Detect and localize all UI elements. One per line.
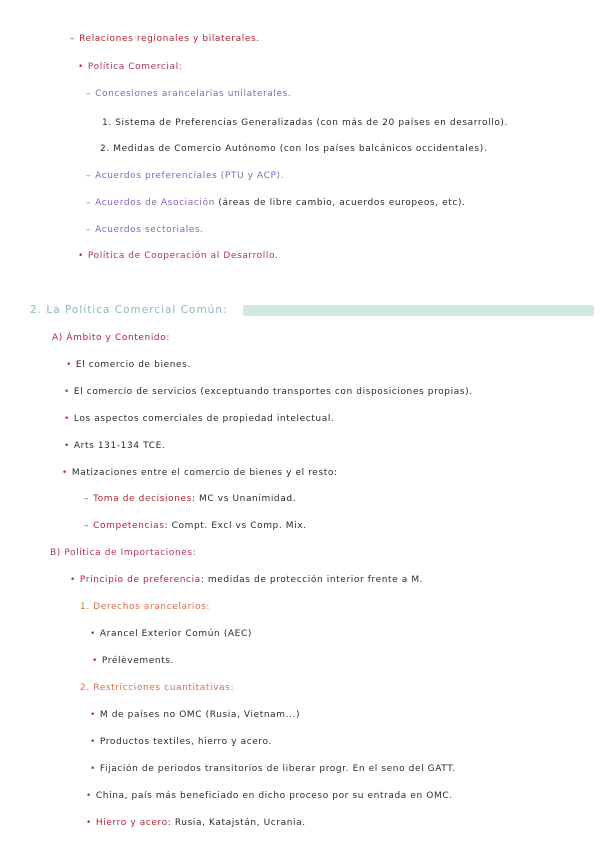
dash-marker: – [70,34,76,44]
dash-marker: – [86,198,92,208]
dash-marker: – [86,171,92,181]
a-item [64,413,334,425]
item-spg: 1. Sistema de Preferencias Generalizadas (con más de 20 países en desarrollo). [102,118,509,128]
r-item [86,790,453,802]
item-concesiones [86,88,291,100]
item-relaciones-text: Relaciones regionales y bilaterales. [79,34,260,44]
comp-rest: : Compt. Excl vs Comp. Mix. [164,521,307,531]
bullet-marker: • [64,387,70,397]
item-acuerdos-sect-text: Acuerdos sectoriales. [95,225,204,235]
item-politica-comercial-text: Política Comercial: [87,62,183,72]
a-item [64,440,165,452]
bullet-marker: • [92,656,98,666]
r-item [90,709,300,721]
a-item-text: El comercio de bienes. [75,360,191,370]
r-item-text: M de países no OMC (Rusia, Vietnam...) [99,710,301,720]
item-aec-text: Arancel Exterior Común (AEC) [99,629,252,639]
item-toma-decisiones [84,493,296,505]
item-mca: 2. Medidas de Comercio Autónomo (con los países balcánicos occidentales). [100,144,488,154]
item-acuerdos-pref-text: Acuerdos preferenciales (PTU y ACP). [95,171,285,181]
r-item-text: Productos textiles, hierro y acero. [99,737,272,747]
title-highlight [243,305,594,316]
bullet-marker: • [90,629,96,639]
dash-marker: – [86,89,92,99]
a-item-text: Los aspectos comerciales de propiedad intelectual. [73,414,335,424]
bullet-marker: • [86,818,92,828]
item-hierro-acero [86,817,306,829]
item-competencias [84,520,307,532]
r-item-text: Fijación de periodos transitorios de liberar progr. En el seno del GATT. [99,764,456,774]
bullet-marker: • [90,764,96,774]
a-item [62,467,338,479]
comp-label: Competencias [93,521,165,531]
hierro-rest: : Rusia, Katajstán, Ucrania. [167,818,306,828]
subsection-a-title: A) Ámbito y Contenido: [52,333,170,343]
hierro-label: Hierro y acero [95,818,168,828]
item-prelevements-text: Prélèvements. [101,656,175,666]
bullet-marker: • [78,251,84,261]
bullet-marker: • [62,468,68,478]
subsection-b-title: B) Política de Importaciones: [50,548,197,558]
item-acuerdos-sect [86,224,204,236]
toma-rest: : MC vs Unanimidad. [191,494,297,504]
item-acuerdos-asoc [86,197,466,209]
bullet-marker: • [64,441,70,451]
bullet-marker: • [70,575,76,585]
bullet-marker: • [64,414,70,424]
a-item-text: El comercio de servicios (exceptuando transportes con disposiciones propias). [73,387,473,397]
item-politica-coop-text: Política de Cooperación al Desarrollo. [87,251,279,261]
item-principio [70,574,423,586]
r-item [90,736,272,748]
item-acuerdos-pref [86,170,284,182]
bullet-marker: • [90,710,96,720]
item-restricciones: 2. Restricciones cuantitativas: [80,683,235,693]
item-derechos: 1. Derechos arancelarios: [80,602,211,612]
item-politica-comercial [78,61,182,73]
bullet-marker: • [78,62,84,72]
item-acuerdos-asoc-rest: (áreas de libre cambio, acuerdos europeos, etc). [218,198,466,208]
a-item [64,386,473,398]
r-item-text: China, país más beneficiado en dicho proceso por su entrada en OMC. [95,791,453,801]
bullet-marker: • [86,791,92,801]
a-item [66,359,191,371]
dash-marker: – [86,225,92,235]
dash-marker: – [84,521,90,531]
item-prelevements [92,655,174,667]
item-concesiones-text: Concesiones arancelarias unilaterales. [95,89,292,99]
bullet-marker: • [90,737,96,747]
toma-label: Toma de decisiones [93,494,192,504]
a-item-text: Matizaciones entre el comercio de bienes y el resto: [71,468,338,478]
principio-label: Principio de preferencia [79,575,201,585]
a-item-text: Arts 131-134 TCE. [73,441,166,451]
item-politica-coop [78,250,278,262]
principio-rest: : medidas de protección interior frente a M. [200,575,424,585]
item-relaciones [70,33,260,45]
dash-marker: – [84,494,90,504]
r-item [90,763,456,775]
item-aec [90,628,252,640]
bullet-marker: • [66,360,72,370]
section-2-title: 2. La Política Comercial Común: [30,304,228,316]
item-acuerdos-asoc-label: Acuerdos de Asociación [95,198,215,208]
